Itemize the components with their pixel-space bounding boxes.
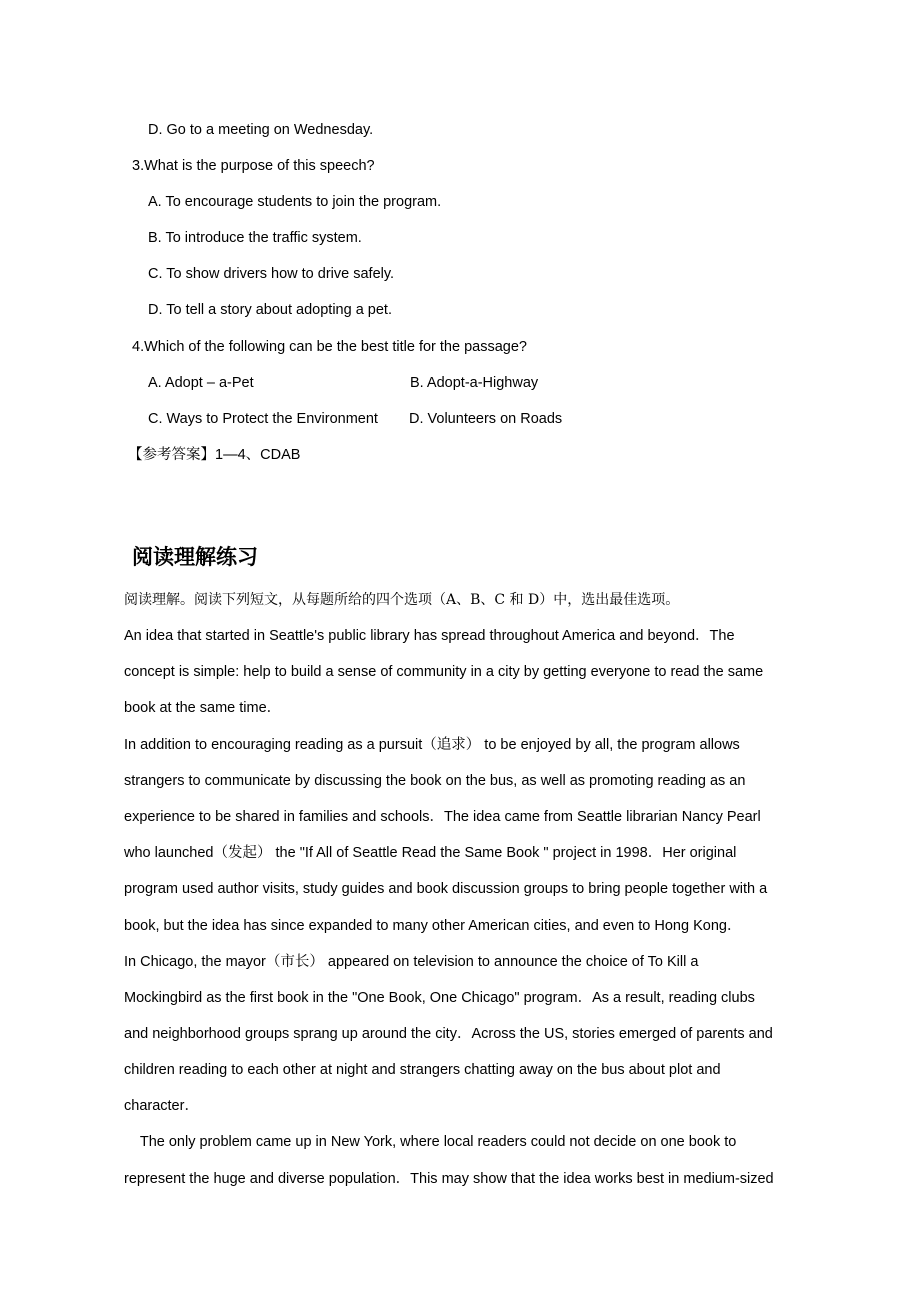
q2-option-d: D. Go to a meeting on Wednesday. (148, 122, 374, 138)
q3-option-c: C. To show drivers how to drive safely. (148, 266, 395, 282)
section-heading: 阅读理解练习 (132, 545, 258, 569)
q4-option-c: C. Ways to Protect the Environment (148, 411, 378, 427)
passage-line: program used author visits, study guides and book discussion groups to bring people together with a (124, 881, 768, 897)
passage-line: strangers to communicate by discussing the book on the bus, as well as promoting reading as an (124, 773, 746, 789)
q4-option-a: A. Adopt – a-Pet (148, 375, 254, 391)
q4-option-d: D. Volunteers on Roads (409, 411, 563, 427)
instruction: 阅读理解。阅读下列短文，从每题所给的四个选项（A、B、C 和 D）中，选出最佳选项。 (124, 592, 680, 608)
q3-option-a: A. To encourage students to join the program. (148, 194, 442, 210)
passage-line: concept is simple: help to build a sense of community in a city by getting everyone to read the same (124, 664, 764, 680)
passage-line: In Chicago, the mayor（市长） appeared on television to announce the choice of To Kill a (124, 954, 699, 970)
q3-stem: 3.What is the purpose of this speech? (132, 158, 375, 174)
passage-line: children reading to each other at night and strangers chatting away on the bus about plot and (124, 1062, 721, 1078)
passage-line: book at the same time． (124, 700, 282, 716)
answer-key: 【参考答案】1—4、CDAB (128, 447, 301, 463)
passage-line: In addition to encouraging reading as a pursuit（追求） to be enjoyed by all, the program allows (124, 737, 740, 753)
passage-line: represent the huge and diverse population．This may show that the idea works best in medium-sized (124, 1171, 774, 1187)
passage-line: and neighborhood groups sprang up around the city．Across the US, stories emerged of parents and (124, 1026, 773, 1042)
passage-line: An idea that started in Seattle's public library has spread throughout America and beyond．The (124, 628, 735, 644)
q4-stem: 4.Which of the following can be the best title for the passage? (132, 339, 527, 355)
passage-line: Mockingbird as the first book in the "One Book, One Chicago" program．As a result, reading clubs (124, 990, 755, 1006)
q3-option-d: D. To tell a story about adopting a pet. (148, 302, 392, 318)
passage-line: The only problem came up in New York, where local readers could not decide on one book to (124, 1134, 737, 1150)
passage-line: experience to be shared in families and schools．The idea came from Seattle librarian Nancy Pearl (124, 809, 761, 825)
passage-line: who launched（发起） the "If All of Seattle Read the Same Book " project in 1998．Her original (124, 845, 737, 861)
q3-option-b: B. To introduce the traffic system. (148, 230, 362, 246)
passage-line: book, but the idea has since expanded to many other American cities, and even to Hong Kong． (124, 918, 742, 934)
q4-option-b: B. Adopt-a-Highway (410, 375, 539, 391)
passage-line: character． (124, 1098, 199, 1114)
